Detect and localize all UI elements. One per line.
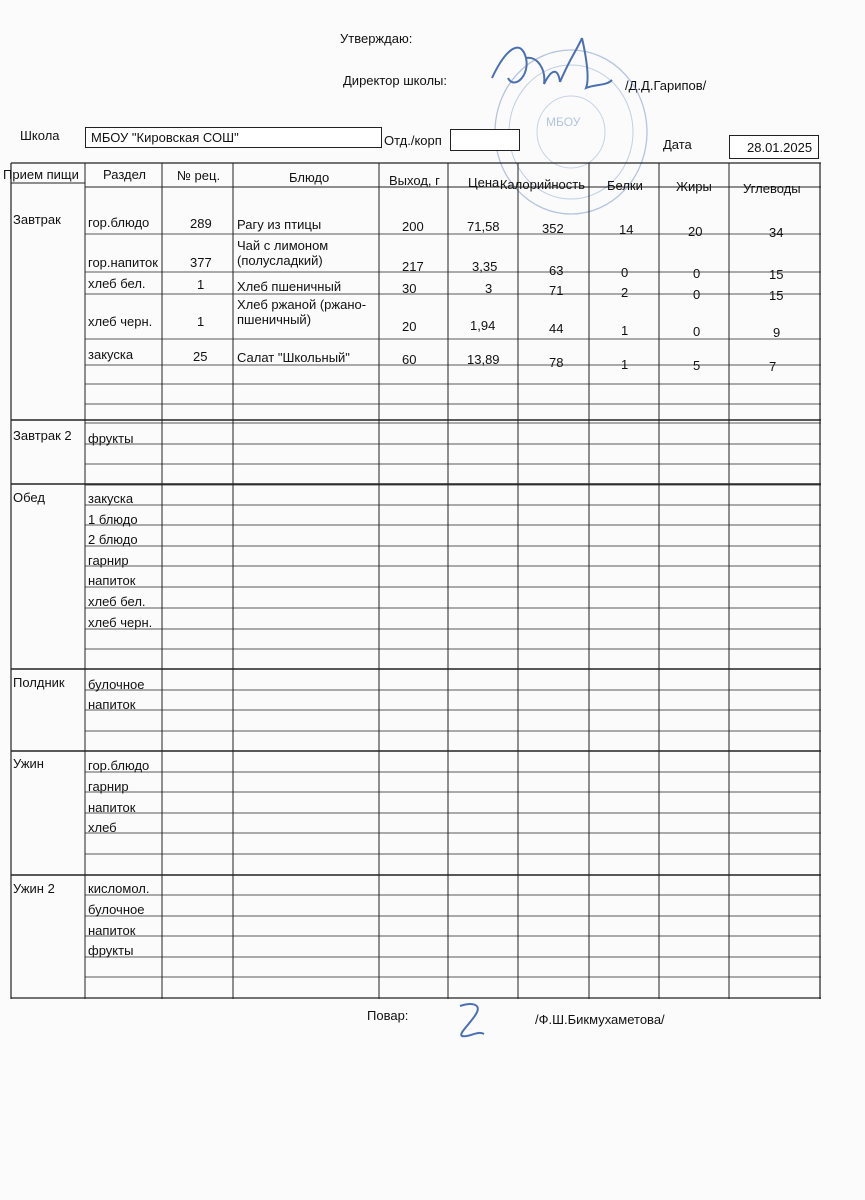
section-label: гарнир xyxy=(88,779,129,794)
school-label: Школа xyxy=(20,128,60,143)
row-carbs: 9 xyxy=(773,325,781,340)
section-label: фрукты xyxy=(88,943,134,958)
row-output: 30 xyxy=(402,281,417,296)
section-label: закуска xyxy=(88,491,134,506)
row-protein: 1 xyxy=(621,323,629,338)
row-dish: Хлеб ржаной (ржано-пшеничный) xyxy=(237,297,367,327)
row-recipe: 289 xyxy=(190,216,212,231)
header-protein: Белки xyxy=(607,178,643,193)
row-output: 60 xyxy=(402,352,417,367)
row-section: хлеб черн. xyxy=(88,314,153,329)
header-output: Выход, г xyxy=(389,173,440,188)
row-section: хлеб бел. xyxy=(88,276,146,291)
cook-signature-icon xyxy=(452,1000,492,1042)
row-recipe: 25 xyxy=(193,349,208,364)
row-output: 200 xyxy=(402,219,424,234)
header-dish: Блюдо xyxy=(289,170,330,185)
row-fat: 0 xyxy=(693,287,701,302)
row-section: гор.напиток xyxy=(88,255,158,270)
meal-dinner-2: Ужин 2 xyxy=(13,881,55,896)
row-recipe: 1 xyxy=(197,277,205,292)
header-price: Цена xyxy=(468,175,500,190)
section-label: кисломол. xyxy=(88,881,150,896)
row-recipe: 1 xyxy=(197,314,205,329)
meal-breakfast: Завтрак xyxy=(13,212,61,227)
section-label: хлеб черн. xyxy=(88,615,153,630)
row-carbs: 15 xyxy=(769,267,784,282)
header-recipe: № рец. xyxy=(177,168,221,183)
row-protein: 1 xyxy=(621,357,629,372)
section-label: булочное xyxy=(88,902,145,917)
dept-label: Отд./корп xyxy=(384,133,442,148)
section-label: хлеб xyxy=(88,820,117,835)
approve-label: Утверждаю: xyxy=(340,31,413,46)
row-output: 20 xyxy=(402,319,417,334)
row-fat: 0 xyxy=(693,266,701,281)
row-fat: 20 xyxy=(688,224,703,239)
row-kcal: 71 xyxy=(549,283,564,298)
section-label: 1 блюдо xyxy=(88,512,138,527)
row-kcal: 63 xyxy=(549,263,564,278)
row-recipe: 377 xyxy=(190,255,212,270)
row-protein: 14 xyxy=(619,222,634,237)
row-price: 1,94 xyxy=(470,318,496,333)
section-label: гор.блюдо xyxy=(88,758,150,773)
date-value: 28.01.2025 xyxy=(747,140,813,155)
meal-dinner: Ужин xyxy=(13,756,44,771)
section-label: хлеб бел. xyxy=(88,594,146,609)
cook-name: /Ф.Ш.Бикмухаметова/ xyxy=(535,1012,665,1027)
row-price: 3,35 xyxy=(472,259,498,274)
menu-table xyxy=(3,163,821,999)
row-price: 71,58 xyxy=(467,219,500,234)
school-value: МБОУ "Кировская СОШ" xyxy=(91,130,239,145)
row-section: гор.блюдо xyxy=(88,215,150,230)
dept-field xyxy=(450,129,520,151)
header-carbs: Углеводы xyxy=(743,181,801,196)
meal-lunch: Обед xyxy=(13,490,45,505)
section-label: напиток xyxy=(88,573,136,588)
stamp-text: МБОУ xyxy=(546,115,581,129)
section-label: напиток xyxy=(88,800,136,815)
row-carbs: 34 xyxy=(769,225,784,240)
header-meal: Прием пищи xyxy=(3,167,79,182)
row-section: закуска xyxy=(88,347,134,362)
row-fat: 0 xyxy=(693,324,701,339)
section-label: напиток xyxy=(88,923,136,938)
row-price: 13,89 xyxy=(467,352,500,367)
row-carbs: 15 xyxy=(769,288,784,303)
row-kcal: 44 xyxy=(549,321,564,336)
row-kcal: 352 xyxy=(542,221,564,236)
cook-label: Повар: xyxy=(367,1008,409,1023)
row-protein: 0 xyxy=(621,265,629,280)
section-label: булочное xyxy=(88,677,145,692)
row-dish: Хлеб пшеничный xyxy=(237,279,342,294)
school-field xyxy=(85,127,382,148)
section-label: гарнир xyxy=(88,553,129,568)
director-label: Директор школы: xyxy=(343,73,447,88)
row-kcal: 78 xyxy=(549,355,564,370)
date-field xyxy=(729,135,819,159)
row-price: 3 xyxy=(485,281,493,296)
meal-snack: Полдник xyxy=(13,675,65,690)
meal-breakfast-2: Завтрак 2 xyxy=(13,428,72,443)
header-fat: Жиры xyxy=(676,179,712,194)
section-label: 2 блюдо xyxy=(88,532,138,547)
row-protein: 2 xyxy=(621,285,629,300)
row-dish: Чай с лимоном (полусладкий) xyxy=(237,238,329,268)
row-carbs: 7 xyxy=(769,359,777,374)
row-dish: Салат "Школьный" xyxy=(237,350,350,365)
header-section: Раздел xyxy=(103,167,146,182)
date-label: Дата xyxy=(663,137,692,152)
director-signature-icon xyxy=(486,28,616,108)
section-label: напиток xyxy=(88,697,136,712)
row-dish: Рагу из птицы xyxy=(237,217,322,232)
section-label: фрукты xyxy=(88,431,134,446)
row-output: 217 xyxy=(402,259,424,274)
header-kcal: Калорийность xyxy=(499,177,585,192)
director-name: /Д.Д.Гарипов/ xyxy=(625,78,707,93)
row-fat: 5 xyxy=(693,358,701,373)
